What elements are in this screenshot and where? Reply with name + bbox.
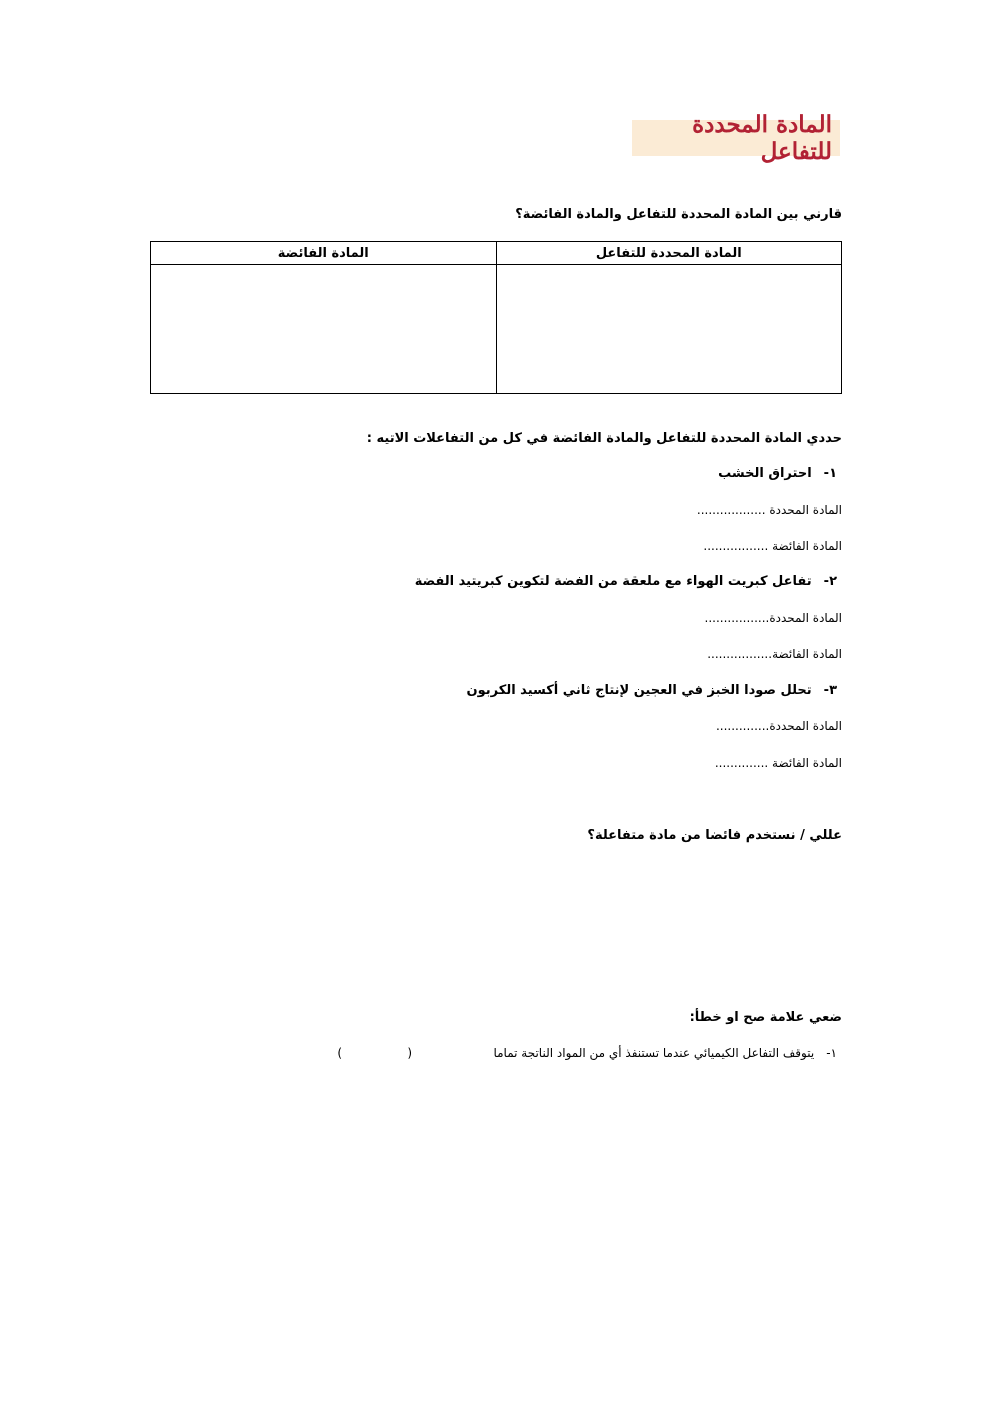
excess-blank: المادة الفائضة .............. bbox=[714, 756, 842, 770]
limiting-blank: المادة المحددة .................. bbox=[696, 503, 842, 517]
limiting-blank: المادة المحددة.............. bbox=[715, 719, 842, 733]
table-row bbox=[151, 265, 842, 394]
reaction-text: تفاعل كبريت الهواء مع ملعقة من الفضة لتكوين كبريتيد الفضة bbox=[414, 574, 812, 589]
true-false-heading: ضعي علامة صح او خطأ: bbox=[689, 1010, 842, 1025]
statement-number: ١- bbox=[826, 1046, 837, 1060]
excess-blank: المادة الفائضة ................. bbox=[703, 539, 842, 553]
reaction-number: ٣- bbox=[823, 683, 837, 698]
reaction-number: ١- bbox=[823, 466, 837, 481]
reaction-text: تحلل صودا الخبز في العجين لإنتاج ثاني أكسيد الكربون bbox=[466, 683, 812, 698]
statement-item bbox=[493, 1046, 837, 1060]
limiting-answer-cell bbox=[496, 265, 842, 394]
reaction-text: احتراق الخشب bbox=[718, 466, 812, 481]
excess-answer-cell bbox=[151, 265, 497, 394]
answer-parenthesis-close: ) bbox=[337, 1046, 342, 1060]
header-excess-reactant: المادة الفائضة bbox=[151, 242, 497, 265]
statement-text: يتوقف التفاعل الكيميائي عندما تستنفذ أي من المواد الناتجة تماما bbox=[493, 1046, 815, 1060]
excess-blank: المادة الفائضة................. bbox=[707, 647, 842, 661]
answer-parenthesis-open: ( bbox=[407, 1046, 412, 1060]
page-title: المادة المحددة للتفاعل bbox=[692, 111, 832, 165]
reaction-item bbox=[718, 466, 837, 481]
identify-question: حددي المادة المحددة للتفاعل والمادة الفائضة في كل من التفاعلات الاتيه : bbox=[366, 431, 842, 446]
reaction-item bbox=[415, 574, 837, 589]
reaction-item bbox=[467, 683, 837, 698]
header-limiting-reactant: المادة المحددة للتفاعل bbox=[496, 242, 842, 265]
table-header-row bbox=[151, 242, 842, 265]
comparison-table bbox=[150, 241, 842, 394]
title-banner bbox=[632, 111, 840, 165]
compare-question: قارني بين المادة المحددة للتفاعل والمادة الفائضة؟ bbox=[515, 207, 842, 222]
limiting-blank: المادة المحددة................. bbox=[704, 611, 842, 625]
reaction-number: ٢- bbox=[823, 574, 837, 589]
explain-question: عللي / نستخدم فائضا من مادة متفاعلة؟ bbox=[587, 828, 842, 843]
